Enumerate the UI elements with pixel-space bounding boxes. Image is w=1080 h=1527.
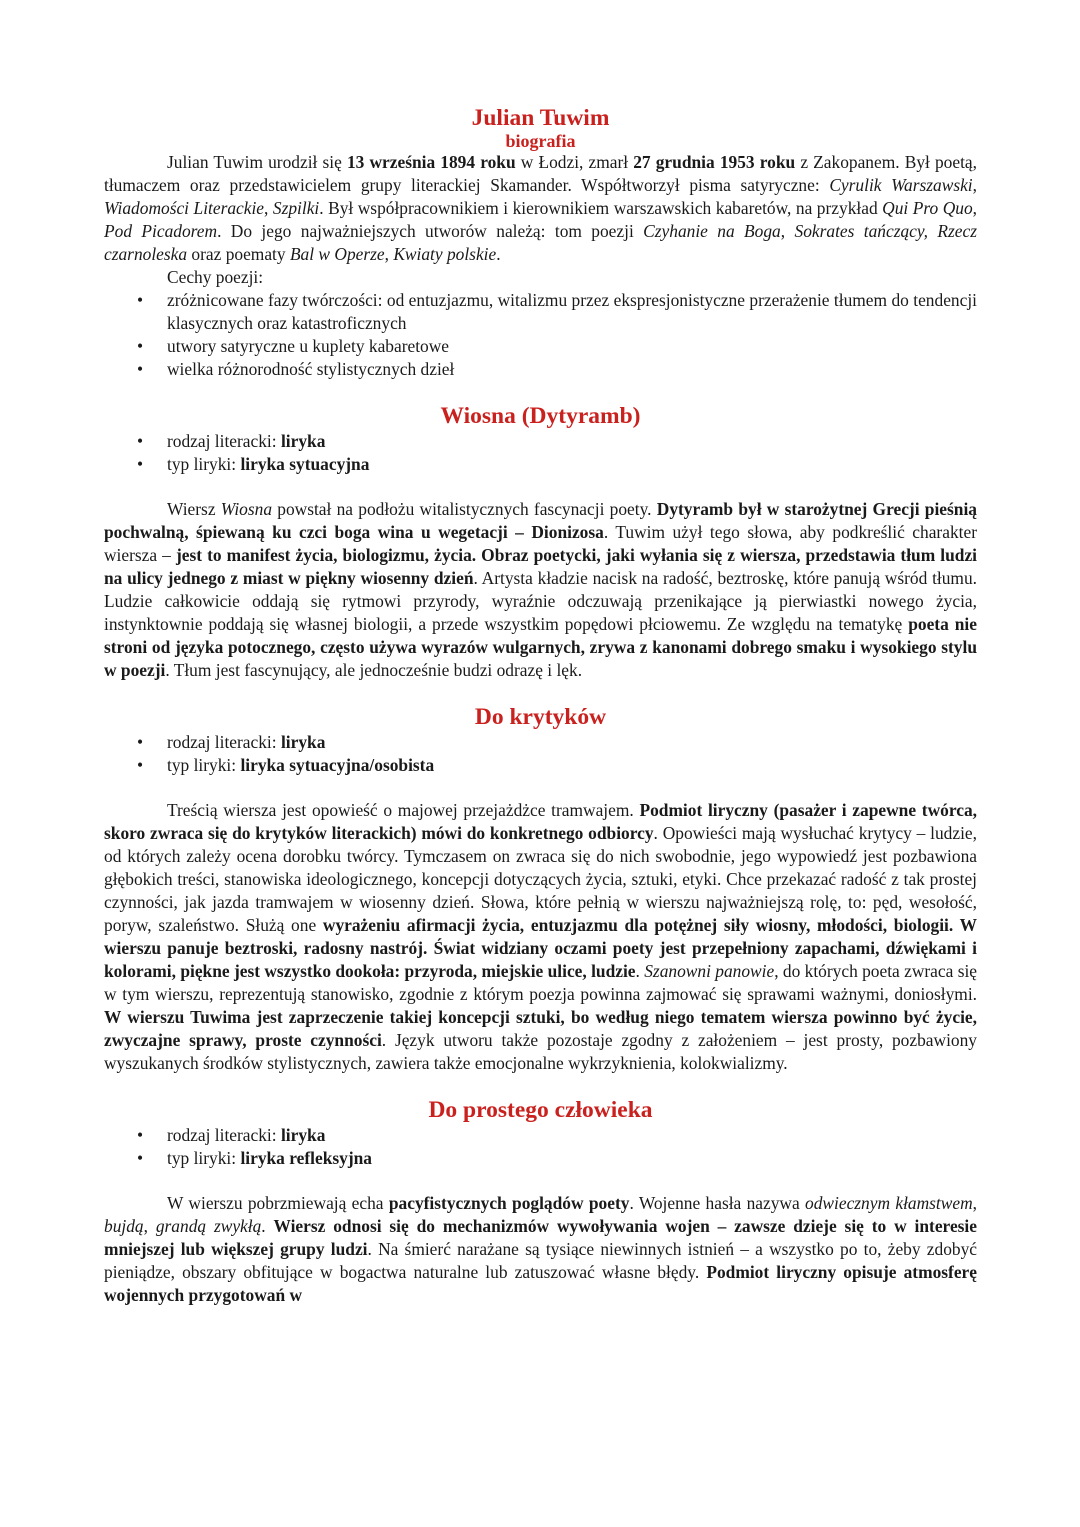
text-run: oraz poematy <box>187 244 290 264</box>
page-subtitle: biografia <box>505 131 576 151</box>
italic-text: Wiosna <box>220 499 273 519</box>
text-run: , <box>972 1193 977 1213</box>
text-run: , <box>780 221 795 241</box>
italic-text: grandą zwykłą <box>155 1216 262 1236</box>
list-item: • typ liryki: liryka sytuacyjna <box>137 454 370 474</box>
facts-list <box>104 430 977 476</box>
italic-text: Pod Picadorem <box>104 221 218 241</box>
italic-text: Kwiaty polskie <box>393 244 497 264</box>
text-run: , <box>972 198 977 218</box>
italic-text: Sokrates tańczący, Rzecz czarnoleska <box>104 221 977 264</box>
features-list <box>104 289 977 381</box>
italic-text: Wiadomości Literackie <box>104 198 265 218</box>
list-item: • rodzaj literacki: liryka <box>137 732 326 752</box>
section-title-wiosna: Wiosna (Dytyramb) <box>440 403 641 429</box>
italic-text: Szpilki <box>272 198 320 218</box>
text-run: , <box>264 198 273 218</box>
text-run: . Artysta kładzie nacisk na radość, beztroskę, które panują wśród tłumu. Ludzie całkowicie oddają się rytmowi przyrody, wyraźnie odczuwają przenikające ją pierwiastki nowego życia, instynktownie poddają się własnej biologii, a przede wszystkim popędowi płciowemu. Ze względu na tematykę <box>104 568 977 634</box>
italic-text: Szanowni panowie <box>644 961 775 981</box>
list-item: • rodzaj literacki: liryka <box>137 1125 326 1145</box>
bullet-icon: • <box>137 1125 144 1145</box>
text-run: . <box>635 961 645 981</box>
section-paragraph <box>104 799 977 1075</box>
bold-text: poeta nie stroni od języka potocznego, często używa wyrazów wulgarnych, zrywa z kanonami dobrego smaku i wysokiego stylu w poezji <box>104 614 977 680</box>
text-run: powstał na podłożu witalistycznych fascynacji poety. <box>272 499 657 519</box>
bullet-icon: • <box>137 1148 144 1168</box>
bullet-icon: • <box>137 359 144 379</box>
bold-text: wyrażeniu afirmacji życia, entuzjazmu dla potężnej siły wiosny, młodości, biologii. W wierszu panuje beztroski, radosny nastrój. Świat widziany oczami poety jest przepełniony zapachami, dźwiękami i kolorami, piękne jest wszystko dookoła: przyroda, miejskie ulice, ludzie <box>104 915 978 981</box>
bold-text: Wiersz odnosi się do mechanizmów wywoływania wojen – zawsze dzieje się to w interesie mniejszej lub większej grupy ludzi <box>104 1216 977 1259</box>
bullet-icon: • <box>137 454 144 474</box>
italic-text: odwiecznym kłamstwem <box>805 1193 973 1213</box>
text-run: . Opowieści mają wysłuchać krytycy – ludzie, od których zależy ocena dorobku twórcy. Tymczasem on zwraca się do nich swobodnie, jego wypowiedź jest pozbawiona głębokich treści, stanowiska ideologicznego, koncepcji dotyczących życia, sztuki, etyki. Chce przekazać radość z tak prostej czynności, jak jazda tramwajem w wiosenny dzień. Słowa, które pełnią w wierszu najważniejszą rolę, to: pęd, wesołość, poryw, szaleństwo. Służą one <box>104 823 977 935</box>
bold-text: jest to manifest życia, biologizmu, życia. Obraz poetycki, jaki wyłania się z wiersza, przedstawia tłum ludzi na ulicy jednego z miast w piękny wiosenny dzień <box>104 545 977 588</box>
text-run: Julian Tuwim urodził się <box>167 152 347 172</box>
bold-text: Podmiot liryczny (pasażer i zapewne twórca, skoro zwraca się do krytyków literackich) mówi do konkretnego odbiorcy <box>104 800 977 843</box>
facts-list <box>104 731 977 777</box>
text-run: , <box>972 175 977 195</box>
text-run: , do których poeta zwraca się w tym wierszu, reprezentują stanowisko, zgodnie z którym poezja powinna zajmować się sprawami ważnymi, doniosłymi. <box>104 961 978 1004</box>
bullet-icon: • <box>137 431 144 451</box>
text-run: , <box>143 1216 156 1236</box>
italic-text: Czyhanie na Boga <box>643 221 781 241</box>
bullet-icon: • <box>137 290 144 310</box>
text-run: . Język utworu także pozostaje zgodny z założeniem – jest prosty, pozbawiony wyszukanych środków stylistycznych, zawiera także emocjonalne wykrzyknienia, kolokwializmy. <box>104 1030 977 1073</box>
italic-text: Cyrulik Warszawski <box>829 175 973 195</box>
text-run: z Zakopanem. Był poetą, tłumaczem oraz przedstawicielem grupy literackiej Skamander. Współtworzył pisma satyryczne: <box>104 152 977 195</box>
text-run: . Wojenne hasła nazywa <box>629 1193 806 1213</box>
list-item: • zróżnicowane fazy twórczości: od entuzjazmu, witalizmu przez ekspresjonistyczne przerażenie tłumem do tendencji klasycznych oraz katastroficznych <box>137 290 977 333</box>
bold-text: 27 grudnia 1953 roku <box>633 152 796 172</box>
bold-text: pacyfistycznych poglądów poety <box>388 1193 630 1213</box>
bold-text: Dytyramb był w starożytnej Grecji pieśnią pochwalną, śpiewaną ku czci boga wina u wegetacji – Dionizosa <box>104 499 977 542</box>
bullet-icon: • <box>137 732 144 752</box>
bullet-icon: • <box>137 755 144 775</box>
list-item: • typ liryki: liryka refleksyjna <box>137 1148 372 1168</box>
text-run: . Tłum jest fascynujący, ale jednocześnie budzi odrazę i lęk. <box>165 660 583 680</box>
text-run: w Łodzi, zmarł <box>515 152 634 172</box>
text-run: . <box>496 244 501 264</box>
list-item: • utwory satyryczne u kuplety kabaretowe <box>137 336 450 356</box>
section-paragraph <box>104 498 977 682</box>
italic-text: bujdą <box>104 1216 144 1236</box>
list-item: • rodzaj literacki: liryka <box>137 431 326 451</box>
text-run: . Do jego najważniejszych utworów należą: tom poezji <box>217 221 644 241</box>
list-item: • typ liryki: liryka sytuacyjna/osobista <box>137 755 435 775</box>
italic-text: Bal w Operze <box>289 244 385 264</box>
facts-list <box>104 1124 977 1170</box>
list-item: • wielka różnorodność stylistycznych dzieł <box>137 359 455 379</box>
features-label: Cechy poezji: <box>167 267 264 287</box>
text-run: W wierszu pobrzmiewają echa <box>167 1193 389 1213</box>
text-run: . <box>261 1216 274 1236</box>
text-run: Treścią wiersza jest opowieść o majowej przejażdżce tramwajem. <box>167 800 640 820</box>
bio-paragraph <box>104 151 977 266</box>
section-title-do-prostego-czlowieka: Do prostego człowieka <box>428 1097 653 1123</box>
bold-text: Podmiot liryczny opisuje atmosferę wojennych przygotowań w <box>104 1262 977 1305</box>
bold-text: W wierszu Tuwima jest zaprzeczenie takiej koncepcji sztuki, bo według niego tematem wiersza powinno być życie, zwyczajne sprawy, proste czynności <box>104 1007 977 1050</box>
text-run: . Na śmierć narażane są tysiące niewinnych istnień – a wszystko po to, żeby zdobyć pieniądze, obszary obfitujące w bogactwa naturalne lub zatuszować własne błędy. <box>104 1239 977 1282</box>
text-run: Wiersz <box>167 499 221 519</box>
text-run: . Tuwim użył tego słowa, aby podkreślić charakter wiersza – <box>104 522 977 565</box>
italic-text: Qui Pro Quo <box>882 198 973 218</box>
section-paragraph <box>104 1192 977 1307</box>
section-title-do-krytykow: Do krytyków <box>474 704 607 730</box>
text-run: , <box>384 244 394 264</box>
document-page <box>104 105 977 1307</box>
bullet-icon: • <box>137 336 144 356</box>
text-run: . Był współpracownikiem i kierownikiem warszawskich kabaretów, na przykład <box>319 198 883 218</box>
page-title: Julian Tuwim <box>471 105 610 131</box>
bold-text: 13 września 1894 roku <box>346 152 516 172</box>
